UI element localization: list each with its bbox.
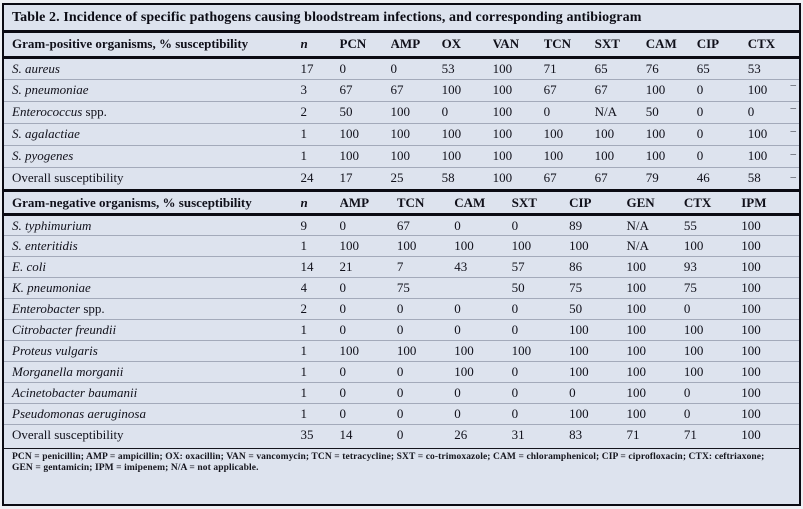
susceptibility-value-cell: N/A xyxy=(626,236,683,257)
susceptibility-value-cell: 43 xyxy=(454,257,511,278)
susceptibility-value-cell: 100 xyxy=(493,145,544,167)
susceptibility-value-cell: 100 xyxy=(741,236,799,257)
susceptibility-value-cell: 17 xyxy=(340,167,391,189)
susceptibility-value-cell: 65 xyxy=(696,60,710,76)
susceptibility-value-cell: 100 xyxy=(569,236,626,257)
susceptibility-value-cell: 100 xyxy=(741,217,761,233)
susceptibility-value-cell: 7 xyxy=(397,257,454,278)
susceptibility-value-cell: 100 xyxy=(569,404,626,425)
susceptibility-value-cell: 100 xyxy=(544,123,595,145)
susceptibility-value-cell: 50 xyxy=(340,101,391,123)
column-header: TCN xyxy=(397,191,454,215)
susceptibility-value-cell: 100 xyxy=(397,236,454,257)
susceptibility-value-cell: 100 xyxy=(493,79,544,101)
susceptibility-value-cell: 93 xyxy=(684,257,741,278)
susceptibility-value-cell: 0 xyxy=(697,79,748,101)
organism-name-cell: Overall susceptibility xyxy=(4,425,301,446)
susceptibility-value-cell: 100 xyxy=(454,236,511,257)
footnote-line: PCN = penicillin; AMP = ampicillin; OX: oxacillin; VAN = vancomycin; TCN = tetracycline; SXT = co-trimoxazole; CAM = chloramphenicol; CIP = ciprofloxacin; CTX: ceftriaxone; xyxy=(12,451,765,462)
susceptibility-value-cell: 0 xyxy=(512,404,569,425)
susceptibility-value-cell: 0 xyxy=(397,404,454,425)
table-row xyxy=(4,101,799,123)
susceptibility-value-cell xyxy=(454,278,511,299)
table-row xyxy=(4,362,799,383)
susceptibility-value-cell: 0 xyxy=(442,101,493,123)
abbreviation-footnote xyxy=(4,448,799,475)
susceptibility-value-cell: 31 xyxy=(512,425,569,446)
susceptibility-value-cell: 2 xyxy=(301,299,340,320)
organism-name-cell: Morganella morganii xyxy=(4,362,301,383)
susceptibility-value-cell: 100 xyxy=(741,320,799,341)
susceptibility-value-cell: 100 xyxy=(442,79,493,101)
susceptibility-value-cell: 75 xyxy=(397,278,454,299)
organism-name-cell: S. typhimurium xyxy=(12,217,92,233)
susceptibility-value-cell: 0 xyxy=(397,299,454,320)
organism-name-cell: S. pneumoniae xyxy=(4,79,301,101)
gram-negative-table xyxy=(4,189,799,446)
susceptibility-value-cell: 9 xyxy=(300,217,308,233)
susceptibility-value-cell: 100 xyxy=(646,123,697,145)
susceptibility-value-cell: 100 xyxy=(442,145,493,167)
susceptibility-value-cell: 100 xyxy=(741,341,799,362)
susceptibility-value-cell: 75 xyxy=(569,278,626,299)
susceptibility-value-cell: 0 xyxy=(512,383,569,404)
table-row xyxy=(4,236,799,257)
organism-name-cell: Acinetobacter baumanii xyxy=(4,383,301,404)
susceptibility-value-cell: 100 xyxy=(748,145,799,167)
section-header-label: Gram-negative organisms, % susceptibility xyxy=(4,191,301,215)
susceptibility-value-cell: 0 xyxy=(748,101,799,123)
susceptibility-value-cell: 1 xyxy=(301,320,340,341)
organism-name-cell: S. pyogenes xyxy=(4,145,301,167)
susceptibility-value-cell: 100 xyxy=(493,101,544,123)
susceptibility-value-cell: 100 xyxy=(595,145,646,167)
susceptibility-value-cell: 0 xyxy=(684,383,741,404)
susceptibility-value-cell: 1 xyxy=(301,383,340,404)
organism-name-cell: S. enteritidis xyxy=(4,236,301,257)
susceptibility-value-cell: 76 xyxy=(645,60,659,76)
susceptibility-value-cell: 0 xyxy=(340,278,397,299)
susceptibility-value-cell: 100 xyxy=(512,341,569,362)
susceptibility-value-cell: 100 xyxy=(626,278,683,299)
susceptibility-value-cell: 100 xyxy=(569,320,626,341)
susceptibility-value-cell: 53 xyxy=(747,60,761,76)
susceptibility-value-cell: 100 xyxy=(512,236,569,257)
dash-mark: – xyxy=(790,171,796,183)
susceptibility-value-cell: 0 xyxy=(512,320,569,341)
susceptibility-value-cell: 0 xyxy=(340,299,397,320)
susceptibility-value-cell: 71 xyxy=(543,60,557,76)
susceptibility-value-cell: 0 xyxy=(397,362,454,383)
susceptibility-value-cell: 67 xyxy=(595,79,646,101)
susceptibility-value-cell: 67 xyxy=(396,217,410,233)
susceptibility-value-cell: 100 xyxy=(626,404,683,425)
susceptibility-value-cell: 58 xyxy=(442,167,493,189)
susceptibility-value-cell: 0 xyxy=(454,383,511,404)
susceptibility-value-cell: 0 xyxy=(397,425,454,446)
organism-name-cell: Overall susceptibility xyxy=(4,167,301,189)
susceptibility-value-cell: 0 xyxy=(340,383,397,404)
susceptibility-value-cell: 25 xyxy=(391,167,442,189)
susceptibility-value-cell: 100 xyxy=(684,236,741,257)
susceptibility-value-cell: 14 xyxy=(301,257,340,278)
table-row xyxy=(4,123,799,145)
susceptibility-value-cell: 100 xyxy=(595,123,646,145)
susceptibility-value-cell: 50 xyxy=(646,101,697,123)
susceptibility-value-cell: 100 xyxy=(569,341,626,362)
susceptibility-value-cell: 0 xyxy=(397,383,454,404)
susceptibility-value-cell: 100 xyxy=(741,362,799,383)
column-header: CTX xyxy=(684,191,741,215)
organism-name-cell: E. coli xyxy=(4,257,301,278)
susceptibility-value-cell: 0 xyxy=(454,404,511,425)
column-header: PCN xyxy=(340,33,391,57)
organism-name-cell: Enterobacter spp. xyxy=(4,299,301,320)
table-row xyxy=(4,257,799,278)
column-header: AMP xyxy=(391,33,442,57)
susceptibility-value-cell: 100 xyxy=(397,341,454,362)
table-row xyxy=(4,278,799,299)
dash-mark: – xyxy=(790,102,796,114)
susceptibility-value-cell: 100 xyxy=(646,79,697,101)
susceptibility-value-cell: 100 xyxy=(391,123,442,145)
susceptibility-value-cell: 100 xyxy=(442,123,493,145)
table-row xyxy=(4,299,799,320)
table-row xyxy=(4,404,799,425)
susceptibility-value-cell: 1 xyxy=(301,404,340,425)
susceptibility-value-cell: 100 xyxy=(391,101,442,123)
organism-name-cell: Proteus vulgaris xyxy=(4,341,301,362)
susceptibility-value-cell: 17 xyxy=(300,60,314,76)
susceptibility-value-cell: 0 xyxy=(339,60,346,76)
column-header: CIP xyxy=(697,33,748,57)
susceptibility-value-cell: 2 xyxy=(301,101,340,123)
susceptibility-value-cell: 100 xyxy=(684,320,741,341)
susceptibility-value-cell: 100 xyxy=(646,145,697,167)
susceptibility-value-cell: 55 xyxy=(683,217,697,233)
column-header-n: n xyxy=(301,33,340,57)
susceptibility-value-cell: 4 xyxy=(301,278,340,299)
susceptibility-value-cell: 100 xyxy=(626,320,683,341)
susceptibility-value-cell: 100 xyxy=(684,341,741,362)
susceptibility-value-cell: 89 xyxy=(569,217,583,233)
susceptibility-value-cell: 71 xyxy=(684,425,741,446)
table-title: Table 2. Incidence of specific pathogens causing bloodstream infections, and corresponding antibiogram xyxy=(4,5,799,33)
susceptibility-value-cell: 100 xyxy=(748,123,799,145)
table-row xyxy=(4,215,799,236)
susceptibility-value-cell: 35 xyxy=(301,425,340,446)
dash-mark: – xyxy=(790,79,796,91)
susceptibility-value-cell: 1 xyxy=(301,341,340,362)
susceptibility-value-cell: 0 xyxy=(340,404,397,425)
susceptibility-value-cell: 1 xyxy=(301,362,340,383)
susceptibility-value-cell: N/A xyxy=(595,101,646,123)
table-header-row xyxy=(4,33,799,57)
susceptibility-value-cell: 0 xyxy=(340,362,397,383)
susceptibility-value-cell: 100 xyxy=(493,123,544,145)
table-header-row xyxy=(4,191,799,215)
susceptibility-value-cell: 100 xyxy=(340,145,391,167)
susceptibility-value-cell: 1 xyxy=(301,236,340,257)
susceptibility-value-cell: 100 xyxy=(626,362,683,383)
susceptibility-value-cell: 50 xyxy=(512,278,569,299)
susceptibility-value-cell: 75 xyxy=(684,278,741,299)
susceptibility-value-cell: 100 xyxy=(569,362,626,383)
susceptibility-value-cell: 26 xyxy=(454,425,511,446)
organism-name-cell: Citrobacter freundii xyxy=(4,320,301,341)
column-header: CAM xyxy=(454,191,511,215)
table-row xyxy=(4,383,799,404)
column-header: SXT xyxy=(595,33,646,57)
susceptibility-value-cell: 100 xyxy=(544,145,595,167)
column-header: CAM xyxy=(646,33,697,57)
table-row xyxy=(4,145,799,167)
susceptibility-value-cell: 65 xyxy=(594,60,608,76)
susceptibility-value-cell: 100 xyxy=(741,425,799,446)
column-header: CTX xyxy=(748,33,799,57)
susceptibility-value-cell: 0 xyxy=(397,320,454,341)
susceptibility-value-cell: 24 xyxy=(301,167,340,189)
susceptibility-value-cell: 100 xyxy=(626,299,683,320)
organism-name-cell: K. pneumoniae xyxy=(4,278,301,299)
susceptibility-value-cell: 79 xyxy=(646,167,697,189)
table-row xyxy=(4,341,799,362)
susceptibility-value-cell: 3 xyxy=(301,79,340,101)
susceptibility-value-cell: 67 xyxy=(544,167,595,189)
column-header: OX xyxy=(442,33,493,57)
susceptibility-value-cell: 100 xyxy=(684,362,741,383)
susceptibility-value-cell: 100 xyxy=(626,257,683,278)
dash-mark: – xyxy=(790,125,796,137)
susceptibility-value-cell: 0 xyxy=(684,404,741,425)
gram-positive-table xyxy=(4,33,799,189)
susceptibility-value-cell: 100 xyxy=(741,278,799,299)
susceptibility-value-cell: 53 xyxy=(441,60,455,76)
table-2-container xyxy=(2,3,801,506)
susceptibility-value-cell: 0 xyxy=(454,299,511,320)
susceptibility-value-cell: 0 xyxy=(697,123,748,145)
column-header: GEN xyxy=(626,191,683,215)
susceptibility-value-cell: 0 xyxy=(512,362,569,383)
susceptibility-value-cell: 1 xyxy=(301,145,340,167)
susceptibility-value-cell: 100 xyxy=(340,123,391,145)
susceptibility-value-cell: 57 xyxy=(512,257,569,278)
susceptibility-value-cell: N/A xyxy=(626,217,649,233)
susceptibility-value-cell: 100 xyxy=(493,167,544,189)
susceptibility-value-cell: 58 xyxy=(748,167,799,189)
susceptibility-value-cell: 100 xyxy=(741,383,799,404)
section-header-label: Gram-positive organisms, % susceptibility xyxy=(4,33,301,57)
susceptibility-value-cell: 67 xyxy=(340,79,391,101)
column-header: VAN xyxy=(493,33,544,57)
susceptibility-value-cell: 21 xyxy=(340,257,397,278)
susceptibility-value-cell: 14 xyxy=(340,425,397,446)
susceptibility-value-cell: 67 xyxy=(544,79,595,101)
susceptibility-value-cell: 0 xyxy=(339,217,346,233)
susceptibility-value-cell: 46 xyxy=(697,167,748,189)
table-row xyxy=(4,79,799,101)
susceptibility-value-cell: 100 xyxy=(741,299,799,320)
organism-name-cell: Pseudomonas aeruginosa xyxy=(4,404,301,425)
susceptibility-value-cell: 0 xyxy=(454,217,461,233)
susceptibility-value-cell: 100 xyxy=(748,79,799,101)
susceptibility-value-cell: 100 xyxy=(454,341,511,362)
susceptibility-value-cell: 0 xyxy=(697,145,748,167)
susceptibility-value-cell: 0 xyxy=(340,320,397,341)
susceptibility-value-cell: 83 xyxy=(569,425,626,446)
susceptibility-value-cell: 100 xyxy=(492,60,513,76)
susceptibility-value-cell: 100 xyxy=(391,145,442,167)
susceptibility-value-cell: 71 xyxy=(626,425,683,446)
susceptibility-value-cell: 0 xyxy=(684,299,741,320)
table-row xyxy=(4,425,799,446)
susceptibility-value-cell: 100 xyxy=(454,362,511,383)
susceptibility-value-cell: 100 xyxy=(626,341,683,362)
organism-name-cell: S. agalactiae xyxy=(4,123,301,145)
susceptibility-value-cell: 86 xyxy=(569,257,626,278)
table-row xyxy=(4,320,799,341)
column-header-n: n xyxy=(301,191,340,215)
susceptibility-value-cell: 1 xyxy=(301,123,340,145)
dash-mark: – xyxy=(790,148,796,160)
susceptibility-value-cell: 100 xyxy=(741,257,799,278)
organism-name-cell: Enterococcus spp. xyxy=(4,101,301,123)
susceptibility-value-cell: 0 xyxy=(569,383,626,404)
susceptibility-value-cell: 100 xyxy=(340,341,397,362)
susceptibility-value-cell: 67 xyxy=(595,167,646,189)
susceptibility-value-cell: 0 xyxy=(544,101,595,123)
susceptibility-value-cell: 0 xyxy=(390,60,398,76)
organism-name-cell: S. aureus xyxy=(12,60,60,76)
column-header: CIP xyxy=(569,191,626,215)
column-header: TCN xyxy=(544,33,595,57)
column-header: AMP xyxy=(340,191,397,215)
susceptibility-value-cell: 0 xyxy=(512,299,569,320)
table-row xyxy=(4,57,799,79)
susceptibility-value-cell: 67 xyxy=(391,79,442,101)
susceptibility-value-cell: 0 xyxy=(697,101,748,123)
susceptibility-value-cell: 100 xyxy=(626,383,683,404)
susceptibility-value-cell: 50 xyxy=(569,299,626,320)
susceptibility-value-cell: 0 xyxy=(454,320,511,341)
footnote-line: GEN = gentamicin; IPM = imipenem; N/A = not applicable. xyxy=(12,463,259,473)
column-header: IPM xyxy=(741,191,799,215)
susceptibility-value-cell: 0 xyxy=(511,217,519,233)
column-header: SXT xyxy=(512,191,569,215)
susceptibility-value-cell: 100 xyxy=(741,404,799,425)
table-row xyxy=(4,167,799,189)
susceptibility-value-cell: 100 xyxy=(340,236,397,257)
